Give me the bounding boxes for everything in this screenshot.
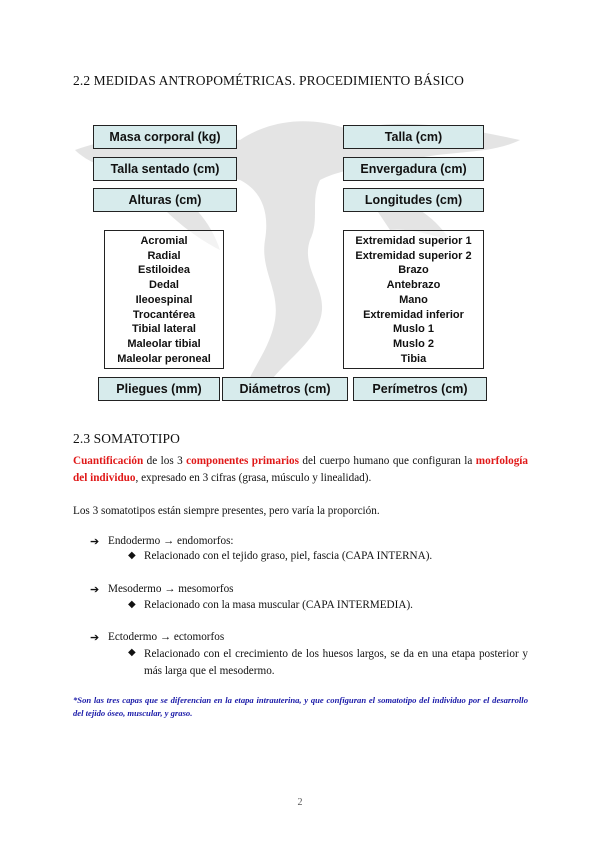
list-item: Estiloidea [138,264,190,277]
section-title-2-3: 2.3 SOMATOTIPO [73,431,180,446]
footnote: *Son las tres capas que se diferencian en la etapa intrauterina, y que configuran el somatotipo del individuo por el desarrollo del tejido óseo, muscular, y graso. [73,695,528,718]
list-item: Muslo 1 [393,323,434,336]
list-item: Radial [147,249,181,262]
box-masa-corporal: Masa corporal (kg) [93,125,237,149]
diamond-bullet-icon: ◆ [128,647,136,658]
diamond-bullet-icon: ◆ [128,550,136,561]
box-envergadura: Envergadura (cm) [343,157,484,181]
list-item: Dedal [149,279,179,292]
list-item: Trocantérea [132,308,196,321]
box-pliegues: Pliegues (mm) [98,377,220,401]
intro-text: de los 3 [143,455,187,467]
box-longitudes: Longitudes (cm) [343,188,484,212]
box-alturas: Alturas (cm) [93,188,237,212]
statement-text: Los 3 somatotipos están siempre presentes, pero varía la proporción. [73,505,380,517]
list-item: Antebrazo [386,279,441,292]
diamond-bullet-icon: ◆ [128,599,136,610]
longitudes-list [343,230,484,369]
page-number: 2 [297,797,303,808]
intro-paragraph [73,453,528,487]
list-item: Maleolar peroneal [117,352,211,365]
box-perimetros: Perímetros (cm) [353,377,487,401]
arrow-bullet-icon: ➔ [90,536,100,548]
item-sub: Relacionado con la masa muscular (CAPA INTERMEDIA). [144,599,413,611]
list-item: Tibia [400,352,427,365]
arrow-bullet-icon: ➔ [90,584,100,596]
term-cuantificacion: Cuantificación [73,455,144,467]
list-item: Mano [399,293,428,306]
item-main: Endodermo → endomorfos: [108,535,234,547]
box-talla: Talla (cm) [343,125,484,149]
item-main: Mesodermo → mesomorfos [108,583,234,595]
list-item: Extremidad superior 2 [355,249,472,262]
section-title-2-2: 2.2 MEDIDAS ANTROPOMÉTRICAS. PROCEDIMIENTO BÁSICO [73,73,464,88]
box-diametros: Diámetros (cm) [222,377,348,401]
list-item: Maleolar tibial [127,337,201,350]
alturas-list [104,230,224,369]
list-item: Acromial [140,235,188,247]
list-item: Extremidad superior 1 [355,235,472,247]
item-sub: Relacionado con el tejido graso, piel, fascia (CAPA INTERNA). [144,550,433,562]
term-morfologia: morfología del individuo [73,455,528,484]
intro-text: , expresado en 3 cifras (grasa, músculo y linealidad). [135,472,372,484]
list-item: Muslo 2 [393,337,434,350]
list-item: Ileoespinal [135,293,193,306]
list-item: Extremidad inferior [363,308,464,321]
box-talla-sentado: Talla sentado (cm) [93,157,237,181]
item-main: Ectodermo → ectomorfos [108,631,225,643]
item-sub: Relacionado con el crecimiento de los huesos largos, se da en una etapa posterior y más larga que el mesodermo. [144,648,528,677]
list-item: Brazo [398,264,429,277]
list-item: Tibial lateral [132,323,196,336]
arrow-bullet-icon: ➔ [90,632,100,644]
term-componentes: componentes primarios [186,455,299,467]
intro-text: del cuerpo humano que configuran la [298,455,476,467]
